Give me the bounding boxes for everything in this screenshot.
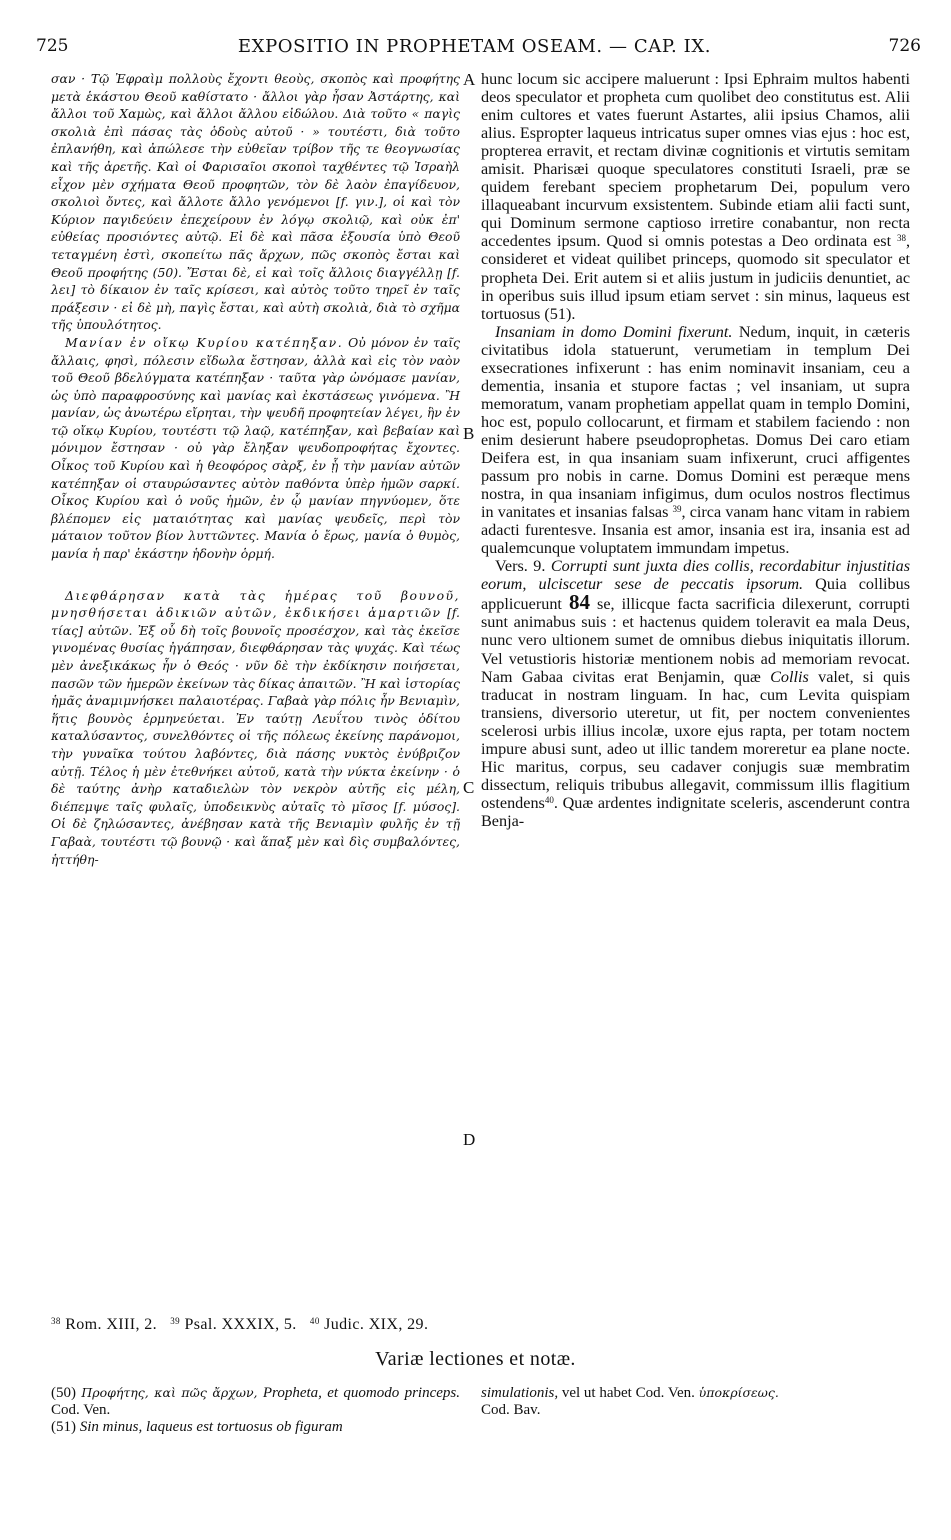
- latin-p3-text-b: se, illicque facta sacrificia dilexerunt, corrupti sunt animabus suis : et hactenus quidem toleravit ea mala Deus, nunc vero ultionem sumet de omnibus diebus iniquitatis illorum. Vel vetustioris historiæ mentionem nobis ad memoriam revocat. Nam Gabaa civitas erat Benjamin, quæ: [481, 595, 911, 686]
- footnote-38-number: 38: [51, 1316, 61, 1326]
- column-marker-84: 84: [568, 590, 590, 615]
- latin-lemma-3: Corrupti sunt juxta dies collis, recordabitur injustitias eorum, ulciscetur sese de peccatis ipsorum.: [481, 557, 910, 594]
- latin-column: [481, 70, 910, 830]
- note-51-text: Sin minus, laqueus est tortuosus ob figuram: [79, 1419, 343, 1435]
- verse-number: Vers. 9.: [495, 557, 546, 576]
- running-header: [28, 36, 921, 66]
- note-51-cont-tail: Cod. Bav.: [481, 1402, 541, 1418]
- page-number-right: 726: [888, 36, 921, 56]
- latin-paragraph-2: [481, 323, 910, 558]
- margin-letter-c: C: [463, 778, 475, 797]
- greek-paragraph-3-body: [f. τίας] αὐτῶν. Ἐξ οὗ δὴ τοῖς βουνοῖς προσέσχον, καὶ τὰς ἐκεῖσε γινομένας θυσίας ἠγάπησαν, διεφθάρησαν τὰς ψυχάς. Καὶ τέως μὲν ἀνεξικάκως ἦν ὁ Θεός · νῦν δὲ τὴν ἐκδίκησιν ποιήσεται, πασῶν τῶν ἡμερῶν ἐκείνων τὰς δίκας ἀπαιτῶν. Ἢ καὶ ἱστορίας ἡμᾶς ἀναμιμνήσκει παλαιοτέρας. Γαβαὰ γὰρ πόλις ἦν Βενιαμὶν, ἥτις βουνὸς ἑρμηνεύεται. Ἐν ταύτῃ Λευΐτου τινὸς ὁδίτου καταλύσαντος, συνελθόντες οἱ τῆς πόλεως ἐκείνης παράνομοι, τὴν γυναῖκα τούτου λαβόντες, διὰ πάσης νυκτὸς ἐνύβριζον αὐτῇ. Τέλος ἡ μὲν ἐτεθνήκει αὐτοῦ, κατὰ τὴν νύκτα ἐκείνην · ὁ δὲ ταύτης ἀνὴρ καταδιελὼν τὸν νεκρὸν αὐτῆς εἰς μέλη, διέπεμψε ταῖς φυλαῖς, ὑποδεικνὺς αὐταῖς τὸ μῖσος [f. μύσος]. Οἱ δὲ ζηλώσαντες, ἀνέβησαν κατὰ τῆς Βενιαμὶν φυλῆς ἐν τῇ Γαβαὰ, τουτέστι τῷ βουνῷ · καὶ ἅπαξ μὲν καὶ δὶς συμβαλόντες, ἡττήθη-: [51, 605, 460, 867]
- note-50-label: (50): [51, 1385, 76, 1401]
- latin-collis: Collis: [770, 667, 809, 686]
- page-number-left: 725: [36, 36, 69, 56]
- note-50-latin: Propheta, et quomodo princeps.: [262, 1385, 460, 1401]
- greek-lemma-3: Διεφθάρησαν κατὰ τὰς ἡμέρας τοῦ βουνοῦ, μνησθήσεται ἀδικιῶν αὐτῶν, ἐκδικήσει ἁμαρτιῶν: [51, 587, 460, 621]
- footnote-39-number: 39: [170, 1316, 181, 1326]
- latin-p3-text-d: . Quæ ardentes indignitate sceleris, ascenderunt contra Benja-: [481, 793, 910, 830]
- note-50: [51, 1384, 460, 1419]
- footnote-38: Rom. XIII, 2.: [60, 1316, 158, 1333]
- greek-paragraph-2: [51, 334, 460, 563]
- scripture-footnotes: [51, 1316, 428, 1334]
- variae-notes-left: [51, 1384, 460, 1436]
- latin-p3-text-a: Quia collibus applicuerunt: [481, 575, 910, 614]
- footnote-40-number: 40: [309, 1316, 320, 1326]
- paragraph-gap: [51, 563, 460, 587]
- footnote-ref-39: 39: [672, 504, 682, 515]
- latin-paragraph-1: [481, 70, 910, 323]
- greek-paragraph-1: σαν · Τῷ Ἐφραὶμ πολλοὺς ἔχοντι θεοὺς, σκοπὸς καὶ προφήτης μετὰ ἑκάστου Θεοῦ καθίστατο · ἄλλοι γὰρ ἦσαν Ἀστάρτης, καὶ ἄλλοι τοῦ Χαμὼς, καὶ ἄλλοι ἄλλου εἰδώλου. Διὰ τοῦτο « παγὶς σκολιὰ ἐπὶ πάσας τὰς ὁδοὺς αὐτοῦ · » τουτέστι, διὰ τοῦτο ἐπλανήθη, καὶ ἀπώλεσε τὴν εὐθεῖαν τρίβον τῆς τε θεογνωσίας καὶ τῆς ἀρετῆς. Καὶ οἱ Φαρισαῖοι σκοποὶ ταχθέντες τῷ Ἰσραὴλ εἶχον μὲν σχήματα Θεοῦ προφητῶν, τὸν δὲ λαὸν ἐπαγίδευον, σκολιοὶ ὄντες, καὶ ἄλλοτε ἄλλο γενόμενοι [f. γιν.], οἱ καὶ τὸν Κύριον παγιδεύειν ἐπεχείρουν ἐν λόγῳ σκολιῷ, καὶ οὐκ ἐπ' εὐθείας προσιόντες αὐτῷ. Εἰ δὲ καὶ πᾶσα ἐξουσία ὑπὸ Θεοῦ τεταγμένη ἐστὶ, σκοπείτω πᾶς ἄρχων, πῶς σκοπὸς ἔσται καὶ Θεοῦ προφήτης (50). Ἔσται δὲ, εἰ καὶ τοῖς ἄλλοις διαγγέλλῃ [f. λει] τὸ δίκαιον ἐν ταῖς κρίσεσι, καὶ αὐτὸς τοῦτο τηρεῖ ἐν ταῖς πράξεσιν · εἰ δὲ μὴ, παγὶς ἔσται, καὶ αὐτὴ σκολιὰ, διὰ τὸ σχῆμα τῆς ὑπουλότητος.: [51, 71, 460, 333]
- margin-letter-a: A: [463, 70, 476, 89]
- note-50-tail: Cod. Ven.: [51, 1402, 111, 1418]
- footnote-39: Psal. XXXIX, 5.: [180, 1316, 297, 1333]
- margin-letter-b: B: [463, 424, 475, 443]
- note-51-cont-greek: ὑποκρίσεως.: [698, 1385, 779, 1400]
- footnote-ref-40: 40: [544, 794, 554, 805]
- note-50-greek: Προφήτης, καὶ πῶς ἄρχων,: [81, 1385, 258, 1400]
- note-51-cont-text: vel ut habet Cod. Ven.: [558, 1385, 695, 1401]
- note-51-cont-italic: simulationis,: [481, 1385, 559, 1401]
- latin-p1-text-a: hunc locum sic accipere maluerunt : Ipsi Ephraim multos habenti deos speculator et propheta cum quolibet deo constitutus est. Alii enim cultores et vates fuerunt Astartes, alii ipsius Chamos, alii alius. Espropter laqueus intricatus super omnes vias ejus : hoc est, propterea erravit, et rectam divinæ cognitionis et virtutis semitam amisit. Pharisæi quoque speculatores constituti Israeli, præ se quidem ferebant speciem prophetarum Dei, populum vero illaqueabant incurvum exsistentem. Subinde etiam alii facti sunt, qui Dominum sermone captioso irretire conabantur, non recta accedentes ipsum. Quod si omnis potestas a Deo ordinata est: [481, 70, 910, 251]
- greek-paragraph-3: [51, 587, 460, 869]
- note-51: [51, 1419, 460, 1436]
- latin-lemma-2: Insaniam in domo Domini fixerunt.: [495, 322, 733, 341]
- variae-lectiones-title: Variæ lectiones et notæ.: [375, 1348, 576, 1370]
- greek-lemma-2: Μανίαν ἐν οἴκῳ Κυρίου κατέπηξαν.: [65, 334, 344, 350]
- latin-p2-text-a: Nedum, inquit, in cæteris civitatibus idola statuerunt, verumetiam in templum Dei exsecrationes infixerunt : has enim nominavit insaniam, ceu a dementia, insania et stupore factas ; vel insaniam, ut supra memoratum, vanam prophetiam appellat quam in templo Domini, hoc est, populo collocarunt, et firmam et stabilem faciendo : non enim desierunt habere pseudoprophetas. Domus Dei caro etiam Deifera est, in qua insaniam suam infixerunt, cruci affigentes passum pro nobis in carne. Domus Domini est peræque mens nostra, in qua insaniam infigimus, dum oculos nostros flectimus in vanitates et insanias falsas: [481, 322, 910, 522]
- greek-paragraph-2-body: Οὐ μόνον ἐν ταῖς ἄλλαις, φησὶ, πόλεσιν εἴδωλα ἔστησαν, ἀλλὰ καὶ εἰς τὸν ναὸν τοῦ Θεοῦ βδελύγματα κατέπηξαν · ταῦτα γὰρ ὠνόμασε μανίαν, ὡς ὑπὸ παραφροσύνης καὶ μανίας καὶ ἐκστάσεως γινόμενα. Ἢ μανίαν, ὡς ἀνωτέρω εἴρηται, τὴν ψευδῆ προφητείαν λέγει, ἣν ἐν τῷ οἴκῳ Κυρίου, τουτέστι τῷ λαῷ, κατέπηξαν, καὶ βεβαίαν καὶ μόνιμον ἔστησαν · οὐ γὰρ ἔληξαν ψευδοπροφήτας ἔχοντες. Οἶκος τοῦ Κυρίου καὶ ἡ θεοφόρος σὰρξ, ἐν ᾗ τὴν μανίαν αὐτῶν κατέπηξαν οἱ σταυρώσαντες αὐτὸν παθόντα ὑπὲρ ἡμῶν σαρκί. Οἶκος Κυρίου καὶ ὁ νοῦς ἡμῶν, ἐν ᾧ μανίαν πηγνύομεν, ὅτε βλέπομεν εἰς ματαιότητας καὶ μανίας ψευδεῖς, περὶ τὸν μάταιον τοῦτον βίον λυττῶντες. Μανία ὁ ἔρως, μανία ὁ θυμὸς, μανία ἡ παρ' ἑκάστην ἡδονὴν ὁρμή.: [51, 334, 460, 562]
- note-51-continued: [481, 1384, 910, 1419]
- latin-p3-text-c: valet, si quis traducat in nostram linguam. In hac, cum Levita quispiam transiens, diversorio uteretur, ut fit, per noctem convenientes scelerosi urbis illius incolæ, uxore ejus rapta, per totam noctem impure abusi sunt, adeo ut illic tandem moreretur ea plane nocte. Hic maritus, corpus, seu cadaver conjugis suæ membratim dissectum, reliquis tribubus allegavit, commissum illis flagitium ostendens: [481, 667, 911, 812]
- running-title: EXPOSITIO IN PROPHETAM OSEAM. — CAP. IX.: [237, 36, 712, 57]
- margin-letter-d: D: [463, 1130, 476, 1149]
- footnote-40: Judic. XIX, 29.: [319, 1316, 429, 1333]
- footnote-ref-38: 38: [896, 233, 906, 244]
- greek-column: [51, 70, 460, 868]
- latin-paragraph-3: [481, 557, 910, 830]
- variae-notes-right: [481, 1384, 910, 1419]
- latin-p2-text-b: , circa vanam hanc vitam in rabiem adacti furentesve. Insania est amor, insania est ira, insania est ad qualemcunque voluptatem immundam impetus.: [481, 503, 911, 558]
- latin-p1-text-b: , consideret et videat quilibet princeps, quomodo sit speculator et propheta Dei. Erit autem si et aliis justum in judiciis denuntiet, ac in operibus suis illud ipsum etiam servet : sin minus, laqueus est tortuosus (51).: [481, 232, 910, 323]
- note-51-label: (51): [51, 1419, 76, 1435]
